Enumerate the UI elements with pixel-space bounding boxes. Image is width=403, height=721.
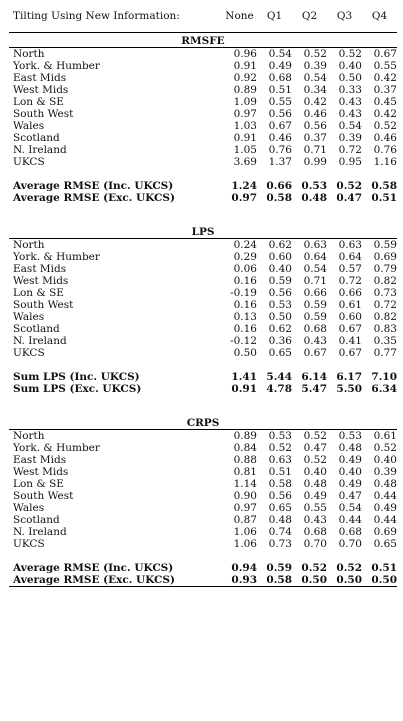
row-label: Wales xyxy=(13,311,45,323)
summary-row xyxy=(9,180,397,192)
row-label: North xyxy=(13,48,45,60)
table-row xyxy=(9,96,397,108)
value-q2: 0.99 xyxy=(303,156,327,168)
row-label: N. Ireland xyxy=(13,335,67,347)
value-q1: 0.62 xyxy=(268,239,292,251)
row-label: West Mids xyxy=(13,275,69,287)
row-label: Average RMSE (Inc. UKCS) xyxy=(13,180,174,192)
row-label: Average RMSE (Exc. UKCS) xyxy=(13,192,175,204)
value-none: 0.81 xyxy=(233,466,257,478)
value-q1: 1.37 xyxy=(268,156,292,168)
value-q1: 0.56 xyxy=(268,108,292,120)
value-q2: 0.68 xyxy=(303,526,327,538)
value-none: 0.97 xyxy=(233,502,257,514)
value-q4: 0.73 xyxy=(373,287,397,299)
table-row xyxy=(9,275,397,287)
value-q3: 0.41 xyxy=(338,335,362,347)
value-q4: 0.82 xyxy=(373,275,397,287)
value-q1: 0.53 xyxy=(268,299,292,311)
value-q1: 0.68 xyxy=(268,72,292,84)
value-none: 0.97 xyxy=(233,108,257,120)
value-q2: 5.47 xyxy=(301,383,327,395)
value-q1: 0.50 xyxy=(268,311,292,323)
value-q4: 0.50 xyxy=(362,574,397,587)
value-q3: 0.40 xyxy=(338,60,362,72)
value-q4: 0.65 xyxy=(373,538,397,550)
table-row xyxy=(9,347,397,359)
value-q1: 0.48 xyxy=(268,514,292,526)
header-title: Tilting Using New Information: xyxy=(13,10,180,22)
results-table xyxy=(9,8,397,587)
value-q1: 0.53 xyxy=(268,430,292,442)
value-q4: 6.34 xyxy=(371,383,397,395)
value-q4: 0.83 xyxy=(373,323,397,335)
value-q4: 0.82 xyxy=(373,311,397,323)
value-q2: 0.43 xyxy=(303,514,327,526)
value-q2: 0.46 xyxy=(303,108,327,120)
value-q3: 0.50 xyxy=(327,574,362,587)
table-row xyxy=(9,132,397,144)
row-label: West Mids xyxy=(13,466,69,478)
value-q3: 0.52 xyxy=(336,180,362,192)
table-row xyxy=(9,442,397,454)
value-q4: 0.44 xyxy=(373,490,397,502)
value-q4: 0.69 xyxy=(373,526,397,538)
value-q3: 0.33 xyxy=(338,84,362,96)
section-title: CRPS xyxy=(186,417,220,429)
value-q1: 0.59 xyxy=(266,562,292,574)
table-row xyxy=(9,108,397,120)
value-none: 0.89 xyxy=(233,84,257,96)
value-q1: 0.58 xyxy=(257,574,292,587)
value-q1: 0.55 xyxy=(268,96,292,108)
value-q4: 0.58 xyxy=(371,180,397,192)
value-q2: 0.64 xyxy=(303,251,327,263)
value-none: 0.91 xyxy=(233,60,257,72)
section-heading-lps xyxy=(9,204,397,239)
value-q1: 0.62 xyxy=(268,323,292,335)
row-label: West Mids xyxy=(13,84,69,96)
row-label: South West xyxy=(13,490,74,502)
value-q4: 0.51 xyxy=(371,562,397,574)
value-none: 0.94 xyxy=(231,562,257,574)
value-q1: 0.65 xyxy=(268,502,292,514)
table-row xyxy=(9,478,397,490)
value-q4: 0.42 xyxy=(373,72,397,84)
value-none: -0.19 xyxy=(230,287,257,299)
value-none: 0.24 xyxy=(233,239,257,251)
value-q1: 0.36 xyxy=(268,335,292,347)
value-q2: 0.50 xyxy=(292,574,327,587)
value-q2: 0.37 xyxy=(303,132,327,144)
value-none: 1.03 xyxy=(233,120,257,132)
value-q1: 0.74 xyxy=(268,526,292,538)
value-none: 0.89 xyxy=(233,430,257,442)
row-label: Lon & SE xyxy=(13,478,64,490)
value-q2: 0.40 xyxy=(303,466,327,478)
value-q2: 0.52 xyxy=(303,454,327,466)
summary-row xyxy=(9,371,397,383)
table-row xyxy=(9,311,397,323)
value-none: 0.13 xyxy=(233,311,257,323)
value-none: 0.16 xyxy=(233,299,257,311)
row-label: North xyxy=(13,430,45,442)
value-none: 0.93 xyxy=(222,574,257,587)
table-row xyxy=(9,60,397,72)
row-label: Average RMSE (Inc. UKCS) xyxy=(13,562,174,574)
table-row xyxy=(9,239,397,251)
value-q4: 0.72 xyxy=(373,299,397,311)
value-q2: 0.54 xyxy=(303,72,327,84)
row-label: Sum LPS (Inc. UKCS) xyxy=(13,371,140,383)
value-q3: 0.43 xyxy=(338,96,362,108)
value-q4: 0.59 xyxy=(373,239,397,251)
value-none: 1.06 xyxy=(233,538,257,550)
value-q1: 0.56 xyxy=(268,490,292,502)
value-q4: 0.76 xyxy=(373,144,397,156)
spacer-row xyxy=(9,359,397,371)
table-row xyxy=(9,144,397,156)
row-label: East Mids xyxy=(13,454,67,466)
value-none: 1.05 xyxy=(233,144,257,156)
value-q1: 0.65 xyxy=(268,347,292,359)
row-label: South West xyxy=(13,108,74,120)
value-q4: 0.51 xyxy=(371,192,397,204)
value-q4: 0.67 xyxy=(373,48,397,60)
header-col-none: None xyxy=(225,10,254,22)
value-q4: 0.77 xyxy=(373,347,397,359)
row-label: York. & Humber xyxy=(13,60,100,72)
value-none: 0.97 xyxy=(231,192,257,204)
value-q3: 0.49 xyxy=(338,478,362,490)
summary-row xyxy=(9,383,397,395)
table-row xyxy=(9,48,397,60)
value-q4: 0.44 xyxy=(373,514,397,526)
table-row xyxy=(9,538,397,550)
header-col-q4: Q4 xyxy=(371,10,388,22)
row-label: Average RMSE (Exc. UKCS) xyxy=(9,574,222,587)
value-q4: 0.40 xyxy=(373,454,397,466)
summary-row xyxy=(9,574,397,587)
value-q2: 0.71 xyxy=(303,144,327,156)
section-title: RMSFE xyxy=(181,35,225,47)
value-none: 0.50 xyxy=(233,347,257,359)
value-none: 0.06 xyxy=(233,263,257,275)
row-label: York. & Humber xyxy=(13,442,100,454)
value-q3: 0.54 xyxy=(338,502,362,514)
value-q1: 0.51 xyxy=(268,84,292,96)
value-q3: 0.52 xyxy=(336,562,362,574)
value-q3: 0.39 xyxy=(338,132,362,144)
value-none: 0.92 xyxy=(233,72,257,84)
value-q4: 0.69 xyxy=(373,251,397,263)
value-q4: 0.61 xyxy=(373,430,397,442)
value-q4: 0.35 xyxy=(373,335,397,347)
table-row xyxy=(9,120,397,132)
value-q3: 0.68 xyxy=(338,526,362,538)
row-label: Scotland xyxy=(13,323,60,335)
value-q4: 1.16 xyxy=(373,156,397,168)
table-row xyxy=(9,466,397,478)
value-q4: 0.52 xyxy=(373,120,397,132)
value-q3: 0.40 xyxy=(338,466,362,478)
value-q4: 0.46 xyxy=(373,132,397,144)
value-none: 0.16 xyxy=(233,275,257,287)
value-q4: 0.42 xyxy=(373,108,397,120)
value-q1: 0.46 xyxy=(268,132,292,144)
value-q3: 0.57 xyxy=(338,263,362,275)
value-q2: 0.34 xyxy=(303,84,327,96)
row-label: South West xyxy=(13,299,74,311)
row-label: East Mids xyxy=(13,263,67,275)
table-row xyxy=(9,490,397,502)
value-q1: 0.58 xyxy=(268,478,292,490)
value-q2: 6.14 xyxy=(301,371,327,383)
value-q2: 0.49 xyxy=(303,490,327,502)
value-q1: 0.76 xyxy=(268,144,292,156)
row-label: Lon & SE xyxy=(13,287,64,299)
value-none: 0.87 xyxy=(233,514,257,526)
value-q4: 0.37 xyxy=(373,84,397,96)
value-q2: 0.59 xyxy=(303,311,327,323)
value-q3: 0.54 xyxy=(338,120,362,132)
header-row xyxy=(9,8,397,33)
table-row xyxy=(9,502,397,514)
value-none: 0.90 xyxy=(233,490,257,502)
value-q3: 5.50 xyxy=(336,383,362,395)
value-q2: 0.70 xyxy=(303,538,327,550)
value-none: 1.24 xyxy=(231,180,257,192)
value-none: 0.29 xyxy=(233,251,257,263)
value-none: -0.12 xyxy=(230,335,257,347)
value-q3: 0.61 xyxy=(338,299,362,311)
value-q2: 0.52 xyxy=(301,562,327,574)
value-q4: 0.49 xyxy=(373,502,397,514)
table-row xyxy=(9,454,397,466)
value-q2: 0.59 xyxy=(303,299,327,311)
row-label: Sum LPS (Exc. UKCS) xyxy=(13,383,142,395)
row-label: UKCS xyxy=(13,538,45,550)
value-q3: 0.60 xyxy=(338,311,362,323)
table-row xyxy=(9,526,397,538)
value-q2: 0.43 xyxy=(303,335,327,347)
section-heading-crps xyxy=(9,395,397,430)
value-q1: 0.59 xyxy=(268,275,292,287)
value-q2: 0.52 xyxy=(303,430,327,442)
value-q1: 0.66 xyxy=(266,180,292,192)
value-q3: 0.49 xyxy=(338,454,362,466)
value-q2: 0.48 xyxy=(301,192,327,204)
value-q1: 0.63 xyxy=(268,454,292,466)
value-q1: 0.40 xyxy=(268,263,292,275)
value-q2: 0.48 xyxy=(303,478,327,490)
value-q2: 0.54 xyxy=(303,263,327,275)
table-row xyxy=(9,335,397,347)
value-none: 0.84 xyxy=(233,442,257,454)
value-q1: 5.44 xyxy=(266,371,292,383)
table-row xyxy=(9,299,397,311)
section-heading-rmsfe xyxy=(9,33,397,48)
value-q1: 0.51 xyxy=(268,466,292,478)
row-label: N. Ireland xyxy=(13,144,67,156)
row-label: UKCS xyxy=(13,347,45,359)
row-label: Wales xyxy=(13,120,45,132)
value-none: 1.09 xyxy=(233,96,257,108)
summary-row xyxy=(9,562,397,574)
section-title: LPS xyxy=(191,226,215,238)
value-q1: 0.60 xyxy=(268,251,292,263)
value-none: 1.14 xyxy=(233,478,257,490)
row-label: N. Ireland xyxy=(13,526,67,538)
table-row xyxy=(9,84,397,96)
value-q1: 0.67 xyxy=(268,120,292,132)
value-q4: 0.79 xyxy=(373,263,397,275)
value-q2: 0.52 xyxy=(303,48,327,60)
value-q3: 0.50 xyxy=(338,72,362,84)
spacer-row xyxy=(9,168,397,180)
value-none: 0.91 xyxy=(233,132,257,144)
value-none: 3.69 xyxy=(233,156,257,168)
row-label: East Mids xyxy=(13,72,67,84)
summary-row xyxy=(9,192,397,204)
value-q3: 0.47 xyxy=(338,490,362,502)
value-q3: 0.67 xyxy=(338,323,362,335)
value-q2: 0.56 xyxy=(303,120,327,132)
value-q3: 0.67 xyxy=(338,347,362,359)
value-q2: 0.63 xyxy=(303,239,327,251)
value-q2: 0.55 xyxy=(303,502,327,514)
value-q3: 0.64 xyxy=(338,251,362,263)
value-q3: 0.72 xyxy=(338,275,362,287)
row-label: UKCS xyxy=(13,156,45,168)
value-q2: 0.71 xyxy=(303,275,327,287)
value-q1: 0.56 xyxy=(268,287,292,299)
value-q3: 0.53 xyxy=(338,430,362,442)
value-q3: 0.63 xyxy=(338,239,362,251)
row-label: Scotland xyxy=(13,514,60,526)
value-none: 1.41 xyxy=(231,371,257,383)
value-q3: 0.70 xyxy=(338,538,362,550)
value-q2: 0.42 xyxy=(303,96,327,108)
value-q1: 0.58 xyxy=(266,192,292,204)
header-col-q3: Q3 xyxy=(336,10,353,22)
value-q1: 0.54 xyxy=(268,48,292,60)
table-row xyxy=(9,430,397,442)
value-q2: 0.68 xyxy=(303,323,327,335)
row-label: North xyxy=(13,239,45,251)
value-none: 0.96 xyxy=(233,48,257,60)
value-q2: 0.53 xyxy=(301,180,327,192)
value-q2: 0.67 xyxy=(303,347,327,359)
table-row xyxy=(9,72,397,84)
value-none: 0.91 xyxy=(231,383,257,395)
value-q3: 0.43 xyxy=(338,108,362,120)
table-row xyxy=(9,251,397,263)
table-row xyxy=(9,514,397,526)
row-label: Wales xyxy=(13,502,45,514)
table-row xyxy=(9,287,397,299)
value-q4: 0.55 xyxy=(373,60,397,72)
table-row xyxy=(9,323,397,335)
table-row xyxy=(9,263,397,275)
value-none: 0.16 xyxy=(233,323,257,335)
value-q1: 4.78 xyxy=(266,383,292,395)
header-col-q2: Q2 xyxy=(301,10,318,22)
value-q2: 0.66 xyxy=(303,287,327,299)
value-q3: 0.66 xyxy=(338,287,362,299)
value-q1: 0.52 xyxy=(268,442,292,454)
value-q3: 0.44 xyxy=(338,514,362,526)
value-none: 1.06 xyxy=(233,526,257,538)
value-q3: 6.17 xyxy=(336,371,362,383)
value-q2: 0.39 xyxy=(303,60,327,72)
value-q2: 0.47 xyxy=(303,442,327,454)
value-q1: 0.73 xyxy=(268,538,292,550)
value-q4: 7.10 xyxy=(371,371,397,383)
value-q3: 0.72 xyxy=(338,144,362,156)
table-row xyxy=(9,156,397,168)
row-label: Lon & SE xyxy=(13,96,64,108)
value-q4: 0.52 xyxy=(373,442,397,454)
value-q4: 0.48 xyxy=(373,478,397,490)
value-q1: 0.49 xyxy=(268,60,292,72)
value-none: 0.88 xyxy=(233,454,257,466)
spacer-row xyxy=(9,550,397,562)
value-q3: 0.95 xyxy=(338,156,362,168)
value-q4: 0.45 xyxy=(373,96,397,108)
value-q3: 0.48 xyxy=(338,442,362,454)
value-q3: 0.47 xyxy=(336,192,362,204)
row-label: Scotland xyxy=(13,132,60,144)
row-label: York. & Humber xyxy=(13,251,100,263)
value-q4: 0.39 xyxy=(373,466,397,478)
header-col-q1: Q1 xyxy=(266,10,283,22)
value-q3: 0.52 xyxy=(338,48,362,60)
